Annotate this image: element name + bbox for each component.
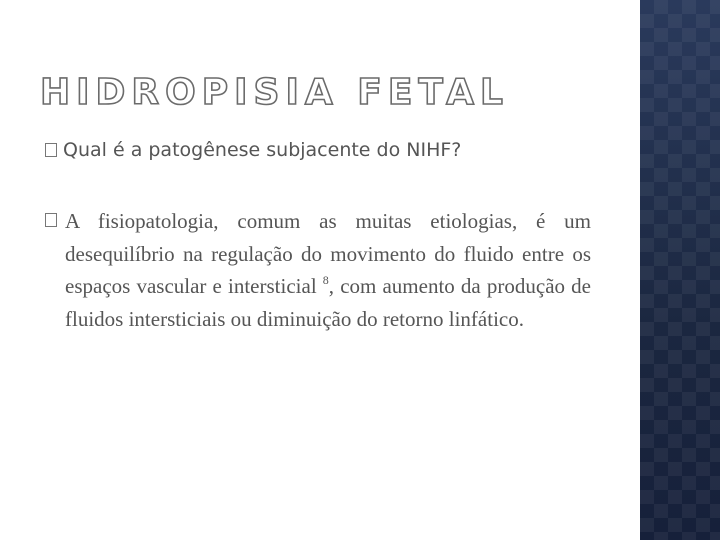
slide-title: HIDROPISIA FETAL <box>40 72 509 113</box>
square-bullet-icon <box>45 143 57 157</box>
square-bullet-icon <box>45 213 57 227</box>
answer-text <box>65 205 591 335</box>
decorative-side-band <box>640 0 720 540</box>
bullet-answer <box>45 205 591 335</box>
reference-superscript: 8 <box>322 273 329 287</box>
question-text: Qual é a patogênese subjacente do NIHF? <box>63 139 462 161</box>
bullet-question <box>45 137 605 163</box>
answer-text-part1: A fisiopatologia, comum as muitas etiologias, é um desequilíbrio na regulação do movimento do fluido entre os espaços vascular e intersticial <box>65 209 591 298</box>
answer-text-part2: , com aumento da produção de fluidos intersticiais ou diminuição do retorno linfático. <box>65 274 591 331</box>
